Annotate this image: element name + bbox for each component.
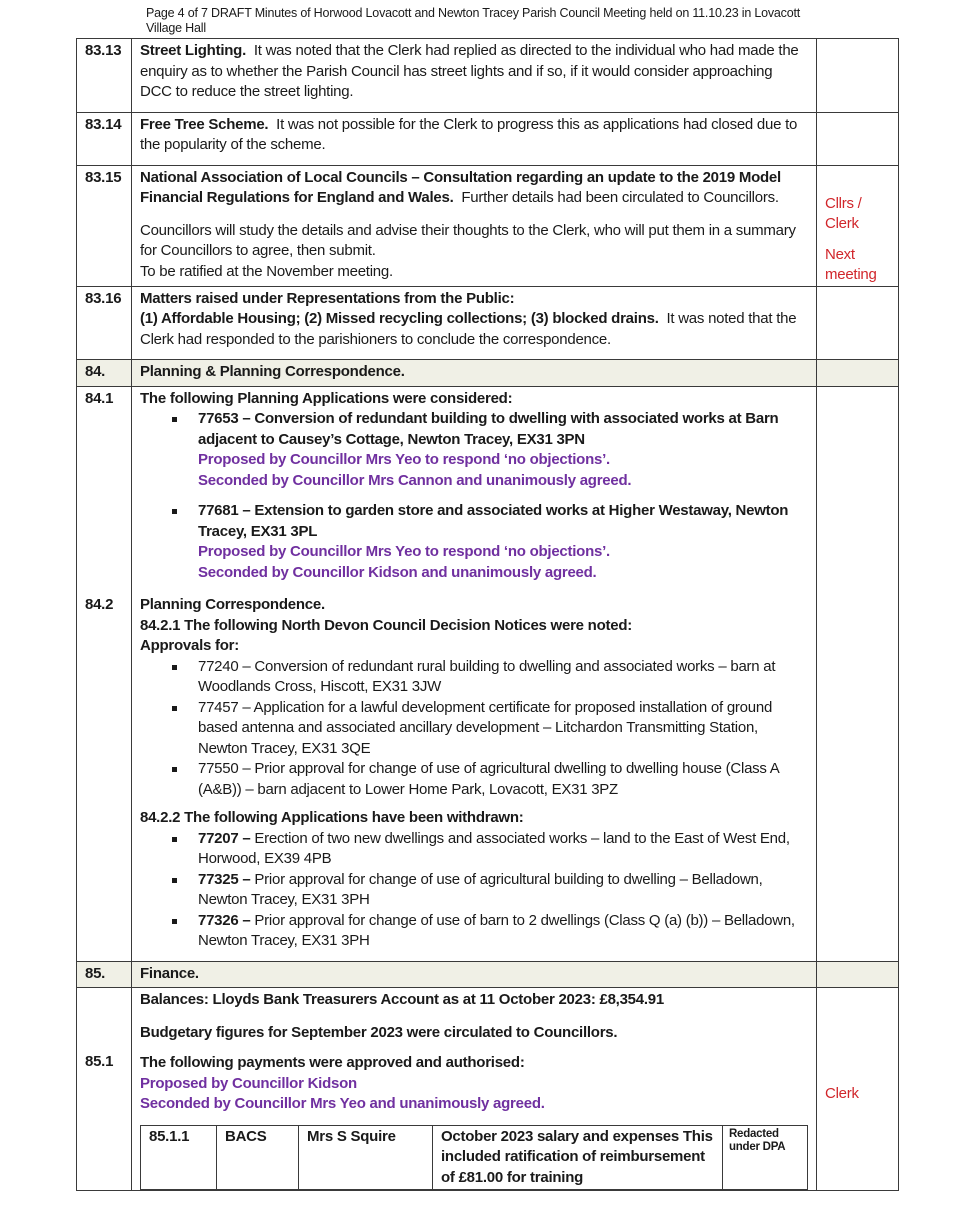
balances-text: Balances: Lloyds Bank Treasurers Account as at 11 October 2023: £8,354.91 [140, 991, 664, 1008]
payments-table [140, 1125, 808, 1191]
item-numbers [77, 988, 132, 1191]
application-text: 77681 – Extension to garden store and associated works at Higher Westaway, Newton Tracey, EX31 3PL [198, 502, 789, 540]
item-row-85-1 [77, 988, 899, 1191]
seconded-text: Seconded by Councillor Mrs Yeo and unanimously agreed. [140, 1095, 545, 1112]
planning-intro: The following Planning Applications were considered: [140, 389, 513, 407]
proposed-text: Proposed by Councillor Mrs Yeo to respond ‘no objections’. [198, 451, 610, 468]
item-row-84-1 [77, 386, 899, 961]
list-item [140, 409, 806, 501]
item-row-83-15 [77, 165, 899, 286]
item-number: 83.13 [77, 39, 132, 113]
application-desc: Erection of two new dwellings and associated works – land to the East of West End, Horwood, EX39 4PB [198, 829, 790, 867]
item-content [132, 988, 817, 1191]
item-content [132, 39, 817, 113]
payments-intro: The following payments were approved and authorised: [140, 1054, 525, 1071]
item-paragraph: To be ratified at the November meeting. [140, 262, 393, 280]
correspondence-title: Planning Correspondence. [140, 596, 325, 613]
item-list: (1) Affordable Housing; (2) Missed recycling collections; (3) blocked drains. [140, 310, 659, 327]
payment-payee: Mrs S Squire [299, 1125, 433, 1190]
item-text: It was noted that the Clerk had replied as directed to the individual who had made the enquiry as to whether the Parish Council has street lights and if so, if it would consider approaching DCC to reduce the street lighting. [140, 42, 799, 100]
action-cell [817, 39, 899, 113]
application-desc: Prior approval for change of use of barn to 2 dwellings (Class Q (a) (b)) – Belladown, Newton Tracey, EX31 3PH [198, 911, 795, 949]
item-numbers [77, 386, 132, 961]
payment-amount: Redacted under DPA [723, 1125, 808, 1190]
action-cell [817, 386, 899, 961]
item-number: 84.1 [85, 389, 114, 407]
action-cell [817, 165, 899, 286]
approvals-label: Approvals for: [140, 637, 240, 654]
seconded-text: Seconded by Councillor Kidson and unanimously agreed. [198, 563, 597, 581]
item-content [132, 386, 817, 961]
page-header: Page 4 of 7 DRAFT Minutes of Horwood Lovacott and Newton Tracey Parish Council Meeting held on 11.10.23 in Lovacott Village Hall [146, 6, 801, 35]
seconded-text: Seconded by Councillor Mrs Cannon and unanimously agreed. [198, 471, 632, 489]
payment-ref: 85.1.1 [141, 1125, 217, 1190]
application-text: 77653 – Conversion of redundant building to dwelling with associated works at Barn adjacent to Causey’s Cottage, Newton Tracey, EX31 3PN [198, 410, 779, 448]
approvals-list [140, 657, 806, 801]
item-number: 83.16 [77, 286, 132, 360]
section-row-84 [77, 360, 899, 387]
action-cell [817, 360, 899, 387]
withdrawn-heading: 84.2.2 The following Applications have been withdrawn: [140, 809, 524, 826]
application-ref: 77326 – [198, 911, 251, 929]
proposed-text: Proposed by Councillor Kidson [140, 1074, 357, 1092]
item-content [132, 112, 817, 165]
item-row-83-13 [77, 39, 899, 113]
budget-text: Budgetary figures for September 2023 were circulated to Councillors. [140, 1023, 618, 1041]
action-cell [817, 112, 899, 165]
item-number: 83.14 [77, 112, 132, 165]
application-ref: 77207 – [198, 829, 251, 847]
item-number: 85.1 [85, 1053, 114, 1070]
item-paragraph: Councillors will study the details and advise their thoughts to the Clerk, who will put them in a summary for Councillors to agree, then submit. [140, 221, 796, 259]
item-number: 83.15 [77, 165, 132, 286]
action-cell [817, 988, 899, 1191]
item-text: Further details had been circulated to Councillors. [461, 189, 779, 206]
action-owner: Clerk [825, 1085, 859, 1102]
item-text: It was noted that the Clerk had responded to the parishioners to conclude the correspondence. [140, 310, 797, 348]
action-owner: Cllrs / Clerk [825, 194, 862, 232]
item-number: 84.2 [85, 596, 114, 613]
section-title: Finance. [132, 961, 817, 988]
section-title: Planning & Planning Correspondence. [132, 360, 817, 387]
item-title: Street Lighting. [140, 42, 246, 59]
section-number: 84. [77, 360, 132, 387]
payment-method: BACS [217, 1125, 299, 1190]
item-title: Matters raised under Representations from the Public: [140, 289, 515, 307]
list-item [140, 911, 806, 952]
withdrawn-list [140, 829, 806, 952]
minutes-table [76, 38, 899, 1191]
payment-description: October 2023 salary and expenses This included ratification of reimbursement of £81.00 for training [433, 1125, 723, 1190]
table-row [141, 1125, 808, 1190]
list-item: 77457 – Application for a lawful development certificate for proposed installation of ground based antenna and associated ancillary development – Litchardon Transmitting Station, Newton Tracey, EX31 3QE [140, 698, 806, 760]
application-desc: Prior approval for change of use of agricultural building to dwelling – Belladown, Newton Tracey, EX31 3PH [198, 870, 763, 908]
item-row-83-16 [77, 286, 899, 360]
list-item [140, 870, 806, 911]
item-text: It was not possible for the Clerk to progress this as applications had closed due to the popularity of the scheme. [140, 115, 798, 153]
item-row-83-14 [77, 112, 899, 165]
list-item: 77550 – Prior approval for change of use of agricultural dwelling to dwelling house (Class A (A&B)) – barn adjacent to Lower Home Park, Lovacott, EX31 3PZ [140, 759, 806, 800]
list-item: 77240 – Conversion of redundant rural building to dwelling and associated works – barn at Woodlands Cross, Hiscott, EX31 3JW [140, 657, 806, 698]
application-list [140, 409, 806, 583]
decision-notices-heading: 84.2.1 The following North Devon Council Decision Notices were noted: [140, 616, 632, 634]
section-row-85 [77, 961, 899, 988]
proposed-text: Proposed by Councillor Mrs Yeo to respond ‘no objections’. [198, 543, 610, 560]
item-content [132, 286, 817, 360]
action-cell [817, 286, 899, 360]
section-number: 85. [77, 961, 132, 988]
action-deadline: Next meeting [825, 245, 877, 283]
list-item [140, 501, 806, 583]
item-title: Free Tree Scheme. [140, 115, 269, 133]
list-item [140, 829, 806, 870]
item-content [132, 165, 817, 286]
item-title: National Association of Local Councils – Consultation regarding an update to the 2019 Model Financial Regulations for England and Wales. [140, 168, 781, 206]
application-ref: 77325 – [198, 870, 251, 888]
action-cell [817, 961, 899, 988]
